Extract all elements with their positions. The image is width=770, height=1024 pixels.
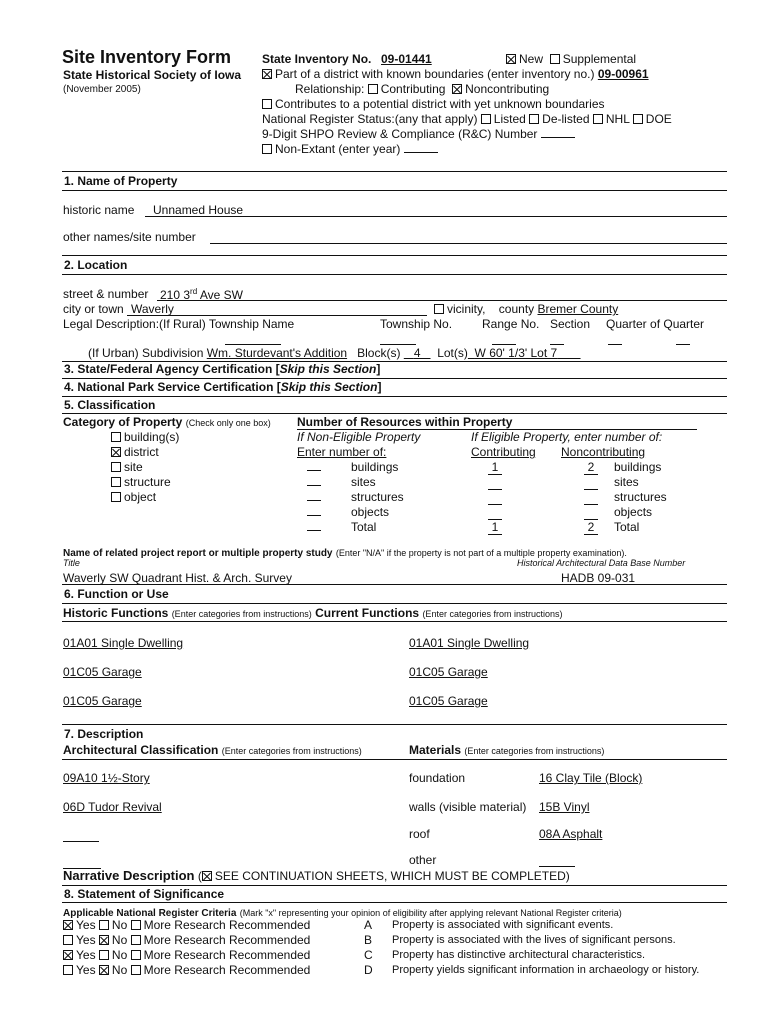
no-checkbox[interactable] <box>99 920 109 930</box>
non-eligible-count-field[interactable] <box>307 475 321 489</box>
block-field[interactable]: 4 <box>413 346 421 360</box>
historic-name-label: historic name <box>63 203 135 217</box>
section-divider <box>62 724 727 725</box>
contributing-column-label: Contributing <box>471 445 536 459</box>
blank-line <box>307 522 321 531</box>
city-field[interactable]: Waverly <box>131 302 174 316</box>
new-checkbox[interactable] <box>506 54 516 64</box>
new-option[interactable] <box>506 52 636 66</box>
category-option[interactable] <box>111 460 143 474</box>
blank-line <box>307 462 321 471</box>
no-checkbox[interactable] <box>99 935 109 945</box>
category-option[interactable] <box>111 445 159 459</box>
no-label: No <box>111 948 128 962</box>
section-divider <box>62 255 727 256</box>
hadb-label: Historical Architectural Data Base Number <box>517 558 686 568</box>
no-checkbox[interactable] <box>99 965 109 975</box>
section-divider <box>62 274 727 275</box>
lot-field[interactable]: W 60' 1/3' Lot 7 <box>474 346 558 360</box>
more-research-label: More Research Recommended <box>143 963 311 977</box>
section-divider <box>62 885 727 886</box>
blank-line <box>307 477 321 486</box>
category-label: building(s) <box>124 430 180 444</box>
yes-checkbox[interactable] <box>63 965 73 975</box>
district-number[interactable]: 09-00961 <box>597 67 649 81</box>
township-no-label: Township No. <box>380 317 453 331</box>
form-date: (November 2005) <box>63 84 141 95</box>
title-label: Title <box>63 558 80 568</box>
quarter-field[interactable] <box>608 344 622 345</box>
range-no-field[interactable] <box>492 344 516 345</box>
more-research-checkbox[interactable] <box>131 965 141 975</box>
category-checkbox[interactable] <box>111 477 121 487</box>
materials-heading: Materials (Enter categories from instructions) <box>409 743 605 757</box>
doe-label: DOE <box>645 112 672 126</box>
contributing-label: Contributing <box>380 82 446 96</box>
section-label: Section <box>550 317 591 331</box>
nonextant-checkbox[interactable] <box>262 144 272 154</box>
county-field[interactable]: Bremer County <box>537 302 619 316</box>
more-research-checkbox[interactable] <box>131 950 141 960</box>
township-name-field[interactable] <box>225 344 281 345</box>
delisted-label: De-listed <box>542 112 590 126</box>
yes-label: Yes <box>76 933 96 947</box>
roof-label: roof <box>409 827 430 841</box>
noncontributing-label: Noncontributing <box>465 82 550 96</box>
noncontributing-count-field[interactable]: 2 <box>584 460 598 475</box>
nonextant-label: Non-Extant (enter year) <box>275 142 401 156</box>
section-3-heading: 3. State/Federal Agency Certification [Skip this Section] <box>64 362 381 376</box>
yes-checkbox[interactable] <box>63 935 73 945</box>
supplemental-label: Supplemental <box>562 52 637 66</box>
resource-type-label: Total <box>614 520 640 534</box>
resource-type-label: buildings <box>351 460 399 474</box>
section-divider <box>62 396 727 397</box>
criteria-row <box>63 963 310 977</box>
resource-type-label: structures <box>614 490 667 504</box>
section-divider <box>62 759 727 760</box>
arch-class-field-2[interactable]: 06D Tudor Revival <box>63 800 162 814</box>
delisted-checkbox[interactable] <box>529 114 539 124</box>
foundation-label: foundation <box>409 771 466 785</box>
criterion-letter: D <box>364 963 373 977</box>
new-label: New <box>519 52 544 66</box>
non-eligible-count-field[interactable] <box>307 490 321 504</box>
no-label: No <box>111 963 128 977</box>
category-checkbox[interactable] <box>111 492 121 502</box>
contributing-count-field[interactable] <box>488 490 502 505</box>
section-divider <box>62 378 727 379</box>
narrative-row: Narrative Description ( SEE CONTINUATION SHEETS, WHICH MUST BE COMPLETED) <box>63 868 570 883</box>
district-part-checkbox[interactable] <box>262 69 272 79</box>
relationship-row <box>295 82 549 96</box>
section-divider <box>62 603 727 604</box>
district-part-label: Part of a district with known boundaries (enter inventory no.) <box>275 67 595 81</box>
no-label: No <box>111 933 128 947</box>
vicinity-label: vicinity, <box>447 302 486 316</box>
section-1-heading: 1. Name of Property <box>64 174 178 188</box>
more-research-label: More Research Recommended <box>143 948 311 962</box>
lot-label: Lot(s) <box>437 346 468 360</box>
criteria-heading: Applicable National Register Criteria (Mark "x" representing your opinion of eligibility after applying relevant National Register criteria) <box>63 908 622 919</box>
other-material-label: other <box>409 853 437 867</box>
subdivision-field[interactable]: Wm. Sturdevant's Addition <box>206 346 348 360</box>
nr-status-label: National Register Status:(any that apply) <box>262 112 478 126</box>
category-label: site <box>124 460 143 474</box>
doe-checkbox[interactable] <box>633 114 643 124</box>
non-eligible-count-field[interactable] <box>307 520 321 534</box>
section-field[interactable] <box>550 344 564 345</box>
criterion-letter: B <box>364 933 373 947</box>
blank-line <box>307 492 321 501</box>
criterion-text: Property yields significant information in archaeology or history. <box>392 964 700 976</box>
city-label: city or town <box>63 302 124 316</box>
nonextant-year-field[interactable] <box>404 152 438 153</box>
yes-checkbox[interactable] <box>63 950 73 960</box>
category-option[interactable] <box>111 430 179 444</box>
vicinity-option[interactable] <box>434 302 618 316</box>
shpo-field[interactable] <box>541 137 575 138</box>
current-function-field[interactable]: 01C05 Garage <box>409 694 488 708</box>
nr-status-row <box>262 112 672 126</box>
listed-checkbox[interactable] <box>481 114 491 124</box>
noncontributing-column-label: Noncontributing <box>561 445 646 459</box>
category-checkbox[interactable] <box>111 447 121 457</box>
no-checkbox[interactable] <box>99 950 109 960</box>
relationship-label: Relationship: <box>295 82 365 96</box>
noncontributing-checkbox[interactable] <box>452 84 462 94</box>
nhl-checkbox[interactable] <box>593 114 603 124</box>
criterion-text: Property is associated with significant events. <box>392 919 614 931</box>
hadb-field[interactable]: HADB 09-031 <box>561 571 636 585</box>
yes-checkbox[interactable] <box>63 920 73 930</box>
potential-label: Contributes to a potential district with yet unknown boundaries <box>275 97 605 111</box>
inventory-number[interactable]: 09-01441 <box>381 52 432 66</box>
category-label: structure <box>124 475 171 489</box>
criterion-letter: C <box>364 948 373 962</box>
district-part-row <box>262 67 649 81</box>
criteria-row <box>63 933 310 947</box>
section-7-heading: 7. Description <box>64 727 144 741</box>
enter-number-label: Enter number of: <box>297 445 387 459</box>
section-divider <box>62 413 727 414</box>
resource-type-label: structures <box>351 490 404 504</box>
quarter-label: Quarter of Quarter <box>606 317 705 331</box>
criteria-row <box>63 948 310 962</box>
inventory-label: State Inventory No. <box>262 52 372 66</box>
resource-type-label: Total <box>351 520 377 534</box>
noncontributing-count-field[interactable] <box>584 505 598 520</box>
eligible-label: If Eligible Property, enter number of: <box>471 430 663 444</box>
township-no-field[interactable] <box>380 344 416 345</box>
potential-checkbox[interactable] <box>262 99 272 109</box>
resource-type-label: sites <box>614 475 639 489</box>
resource-type-label: sites <box>351 475 376 489</box>
noncontributing-count-field[interactable]: 2 <box>584 520 598 535</box>
nonextant-row <box>262 142 438 156</box>
vicinity-checkbox[interactable] <box>434 304 444 314</box>
contributing-checkbox[interactable] <box>368 84 378 94</box>
other-material-field[interactable] <box>539 866 575 867</box>
urban-row <box>88 346 581 360</box>
narrative-label: Narrative Description <box>63 868 195 883</box>
section-divider <box>62 902 727 903</box>
shpo-label: 9-Digit SHPO Review & Compliance (R&C) Number <box>262 127 538 141</box>
arch-class-heading: Architectural Classification (Enter categories from instructions) <box>63 743 362 757</box>
narrative-checkbox[interactable] <box>202 871 212 881</box>
section-8-heading: 8. Statement of Significance <box>64 887 225 901</box>
no-label: No <box>111 918 128 932</box>
title-field[interactable]: Waverly SW Quadrant Hist. & Arch. Survey <box>63 571 292 585</box>
contributing-count-field[interactable]: 1 <box>488 460 502 475</box>
more-research-label: More Research Recommended <box>143 933 311 947</box>
category-label: object <box>124 490 157 504</box>
section-6-heading: 6. Function or Use <box>64 587 169 601</box>
contributing-count-field[interactable] <box>488 475 502 490</box>
foundation-field[interactable]: 16 Clay Tile (Block) <box>539 771 643 785</box>
historic-function-field[interactable]: 01C05 Garage <box>63 665 142 679</box>
section-divider <box>62 621 727 622</box>
more-research-checkbox[interactable] <box>131 935 141 945</box>
blank-line <box>307 507 321 516</box>
resources-heading: Number of Resources within Property <box>297 415 513 429</box>
noncontributing-count-field[interactable] <box>584 490 598 505</box>
supplemental-checkbox[interactable] <box>550 54 560 64</box>
more-research-checkbox[interactable] <box>131 920 141 930</box>
arch-class-field-1[interactable]: 09A10 1½-Story <box>63 771 150 785</box>
non-eligible-count-field[interactable] <box>307 505 321 519</box>
category-heading: Category of Property (Check only one box) <box>63 415 271 429</box>
section-divider <box>62 171 727 172</box>
resource-type-label: objects <box>351 505 390 519</box>
nhl-label: NHL <box>605 112 630 126</box>
county-label: county <box>498 302 535 316</box>
criterion-text: Property is associated with the lives of significant persons. <box>392 934 676 946</box>
yes-label: Yes <box>76 918 96 932</box>
historic-name-field[interactable]: Unnamed House <box>153 203 244 217</box>
resource-type-label: buildings <box>614 460 662 474</box>
street-label: street & number <box>63 287 149 301</box>
roof-field[interactable]: 08A Asphalt <box>539 827 603 841</box>
yes-label: Yes <box>76 963 96 977</box>
legal-description-label: Legal Description:(If Rural) Township Name <box>63 317 295 331</box>
criterion-letter: A <box>364 918 373 932</box>
contributing-count-field[interactable]: 1 <box>488 520 502 535</box>
yes-label: Yes <box>76 948 96 962</box>
criterion-text: Property has distinctive architectural characteristics. <box>392 949 646 961</box>
function-headings: Historic Functions (Enter categories from instructions) Current Functions (Enter categories from instructions) <box>63 606 563 620</box>
listed-label: Listed <box>493 112 526 126</box>
quarter-of-quarter-field[interactable] <box>676 344 690 345</box>
criteria-row <box>63 918 310 932</box>
form-title: Site Inventory Form <box>62 47 232 67</box>
block-label: Block(s) <box>357 346 401 360</box>
shpo-row <box>262 127 575 141</box>
related-study-label: Name of related project report or multiple property study (Enter "N/A" if the property is not part of a multiple property examination). <box>63 548 627 559</box>
category-checkbox[interactable] <box>111 432 121 442</box>
walls-field[interactable]: 15B Vinyl <box>539 800 590 814</box>
range-no-label: Range No. <box>482 317 540 331</box>
section-2-heading: 2. Location <box>64 258 128 272</box>
other-names-label: other names/site number <box>63 230 196 244</box>
non-eligible-count-field[interactable] <box>307 460 321 474</box>
resource-type-label: objects <box>614 505 653 519</box>
section-5-heading: 5. Classification <box>64 398 156 412</box>
historic-function-field[interactable]: 01A01 Single Dwelling <box>63 636 184 650</box>
noncontributing-count-field[interactable] <box>584 475 598 490</box>
more-research-label: More Research Recommended <box>143 918 311 932</box>
subdivision-label: (If Urban) Subdivision <box>88 346 204 360</box>
arch-class-field-3[interactable] <box>63 841 99 842</box>
current-function-field[interactable]: 01A01 Single Dwelling <box>409 636 530 650</box>
other-names-field[interactable] <box>210 243 727 244</box>
category-option[interactable] <box>111 475 171 489</box>
contributing-count-field[interactable] <box>488 505 502 520</box>
current-function-field[interactable]: 01C05 Garage <box>409 665 488 679</box>
section-divider <box>62 190 727 191</box>
section-4-heading: 4. National Park Service Certification [Skip this Section] <box>64 380 382 394</box>
non-eligible-label: If Non-Eligible Property <box>297 430 421 444</box>
category-label: district <box>124 445 159 459</box>
society-name: State Historical Society of Iowa <box>63 68 242 82</box>
walls-label: walls (visible material) <box>409 800 527 814</box>
potential-row <box>262 97 605 111</box>
category-option[interactable] <box>111 490 156 504</box>
category-checkbox[interactable] <box>111 462 121 472</box>
historic-function-field[interactable]: 01C05 Garage <box>63 694 142 708</box>
street-field[interactable]: 210 3rd Ave SW <box>160 287 243 302</box>
